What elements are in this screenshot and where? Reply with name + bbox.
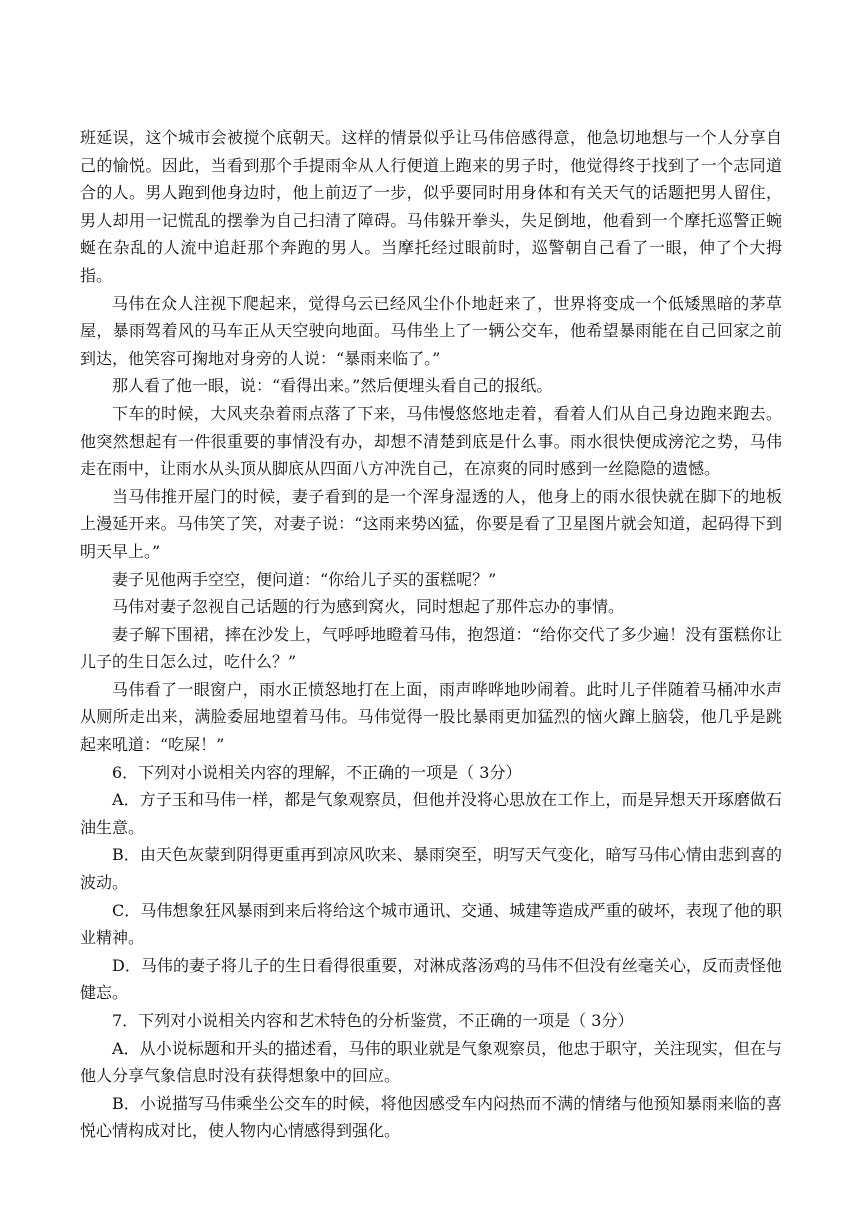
paragraph-wife-complains: 妻子解下围裙，摔在沙发上，气呼呼地瞪着马伟，抱怨道：“给你交代了多少遍！没有蛋糕你让儿子的生日怎么过，吃什么？”: [80, 624, 782, 672]
paragraph-getting-off-bus: 下车的时候，大风夹杂着雨点落了下来，马伟慢悠悠地走着，看着人们从自己身边跑来跑去。他突然想起有一件很重要的事情没有办，却想不清楚到底是什么事。雨水很快便成滂沱之势，马伟走在雨中，让雨水从头顶从脚底从四面八方冲洗自己，在凉爽的同时感到一丝隐隐的遗憾。: [80, 403, 782, 479]
question-6-stem: 6．下列对小说相关内容的理解，不正确的一项是（ 3分）: [112, 762, 522, 782]
paragraph-ma-wei-shouts: 马伟看了一眼窗户，雨水正愤怒地打在上面，雨声哗哗地吵闹着。此时儿子伴随着马桶冲水声从厕所走出来，满脸委屈地望着马伟。马伟觉得一股比暴雨更加猛烈的恼火蹿上脑袋，他几乎是跳起来吼道：“吃屎！”: [80, 679, 782, 755]
question-6-option-a: A．方子玉和马伟一样，都是气象观察员，但他并没将心思放在工作上，而是异想天开琢磨做石油生意。: [80, 790, 782, 837]
question-6-option-b: B．由天色灰蒙到阴得更重再到凉风吹来、暴雨突至，明写天气变化，暗写马伟心情由悲到喜的波动。: [80, 845, 782, 893]
question-7-option-a: A．从小说标题和开头的描述看，马伟的职业就是气象观察员，他忠于职守，关注现实，但在与他人分享气象信息时没有获得想象中的回应。: [80, 1038, 782, 1086]
question-7-option-b: B．小说描写马伟乘坐公交车的时候，将他因感受车内闷热而不满的情绪与他预知暴雨来临的喜悦心情构成对比，使人物内心情感得到强化。: [80, 1093, 782, 1141]
document-body: [80, 124, 782, 1145]
question-6-option-d: D．马伟的妻子将儿子的生日看得很重要，对淋成落汤鸡的马伟不但没有丝毫关心，反而责怪他健忘。: [80, 955, 782, 1003]
paragraph-arriving-home: 当马伟推开屋门的时候，妻子看到的是一个浑身湿透的人，他身上的雨水很快就在脚下的地板上漫延开来。马伟笑了笑，对妻子说：“这雨来势凶猛，你要是看了卫星图片就会知道，起码得下到明天早上。”: [80, 486, 782, 561]
paragraph-ma-wei-gets-up: 马伟在众人注视下爬起来，觉得乌云已经风尘仆仆地赶来了，世界将变成一个低矮黑暗的茅草屋，暴雨驾着风的马车正从天空驶向地面。马伟坐上了一辆公交车，他希望暴雨能在自己回家之前到达，他笑容可掬地对身旁的人说：“暴雨来临了。”: [80, 293, 782, 368]
question-7-stem: 7．下列对小说相关内容和艺术特色的分析鉴赏，不正确的一项是（ 3分）: [112, 1011, 634, 1030]
paragraph-cake-question: 妻子见他两手空空，便问道：“你给儿子买的蛋糕呢？”: [112, 569, 497, 589]
paragraph-continuation: 班延误，这个城市会被搅个底朝天。这样的情景似乎让马伟倍感得意，他急切地想与一个人分享自己的愉悦。因此，当看到那个手提雨伞从人行便道上跑来的男子时，他觉得终于找到了一个志同道合的人。男人跑到他身边时，他上前迈了一步，似乎要同时用身体和有关天气的话题把男人留住，男人却用一记慌乱的摆拳为自己扫清了障碍。马伟躲开拳头，失足倒地，他看到一个摩托巡警正蜿蜒在杂乱的人流中追赶那个奔跑的男人。当摩托经过眼前时，巡警朝自己看了一眼，伸了个大拇指。: [80, 128, 782, 285]
paragraph-annoyance: 马伟对妻子忽视自己话题的行为感到窝火，同时想起了那件忘办的事情。: [112, 597, 625, 617]
paragraph-newspaper-man: 那人看了他一眼，说：“看得出来。”然后便埋头看自己的报纸。: [112, 376, 553, 396]
question-6-option-c: C．马伟想象狂风暴雨到来后将给这个城市通讯、交通、城建等造成严重的破坏，表现了他的职业精神。: [80, 900, 782, 948]
